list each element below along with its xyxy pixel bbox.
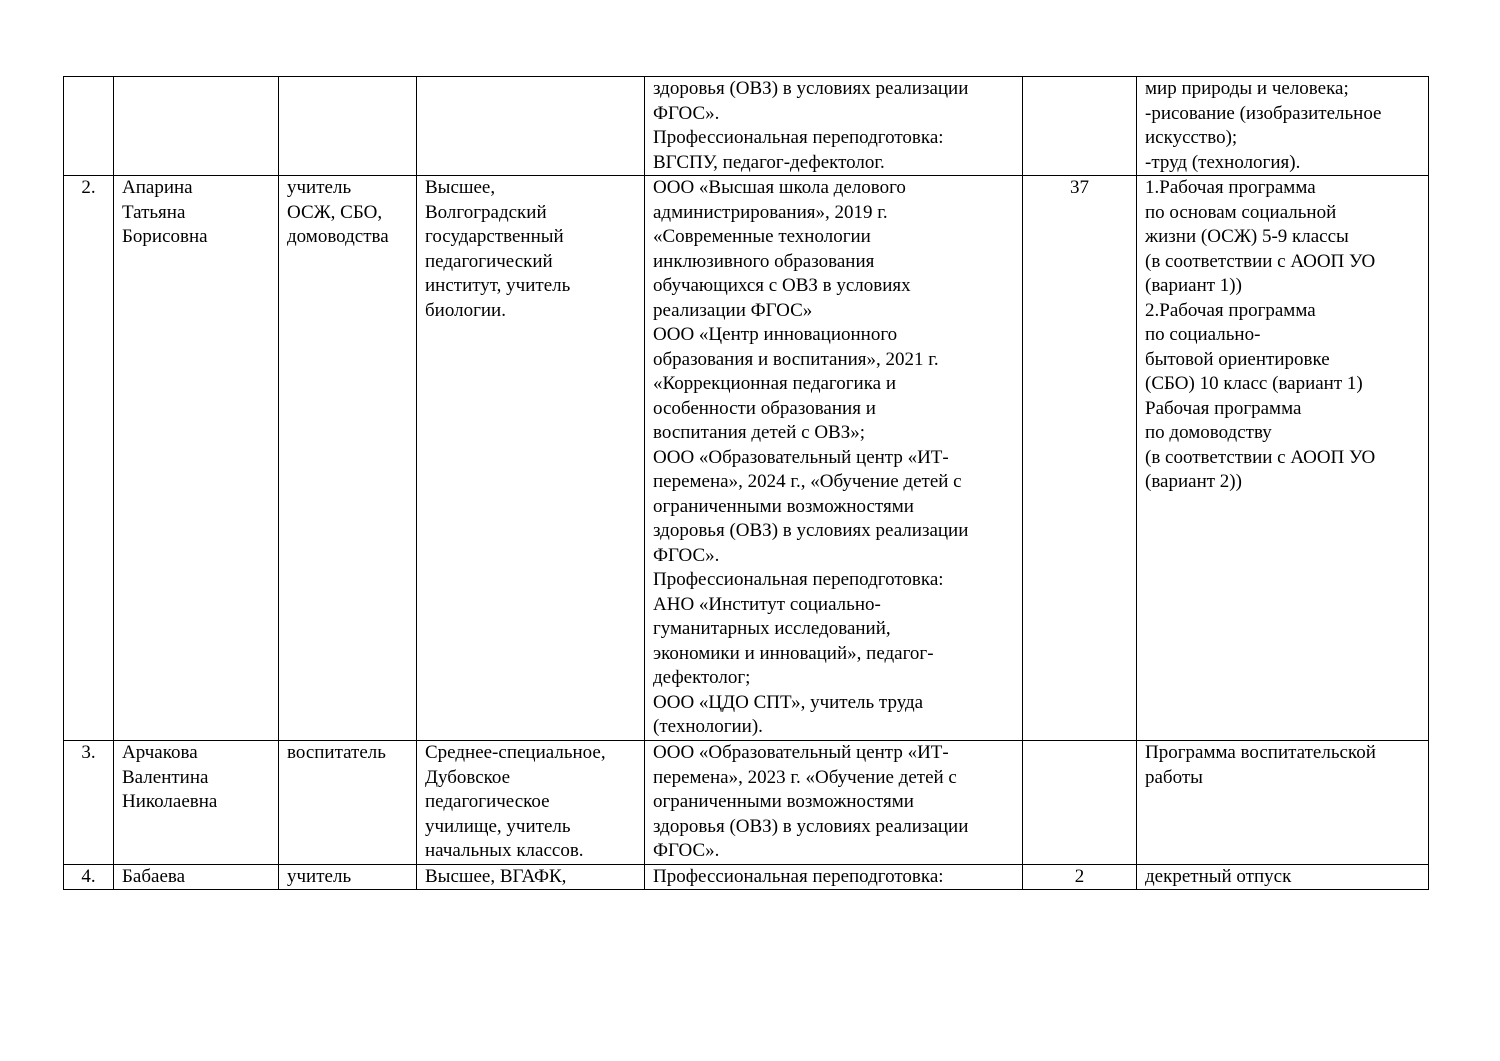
staff-table <box>63 76 1429 890</box>
row-number-cell: 2. <box>64 176 114 741</box>
training-cell: ООО «Высшая школа делового администрирования», 2019 г. «Современные технологии инклюзивного образования обучающихся с ОВЗ в условиях реализации ФГОС» ООО «Центр инновационного образования и воспитания», 2021 г. «Коррекционная педагогика и особенности образования и воспитания детей с ОВЗ»; ООО «Образовательный центр «ИТ- перемена», 2024 г., «Обучение детей с ограниченными возможностями здоровья (ОВЗ) в условиях реализации ФГОС». Профессиональная переподготовка: АНО «Институт социально- гуманитарных исследований, экономики и инноваций», педагог- дефектолог; ООО «ЦДО СПТ», учитель труда (технологии). <box>645 176 1023 741</box>
table-row <box>64 77 1429 176</box>
education-cell: Высшее, Волгоградский государственный педагогический институт, учитель биологии. <box>417 176 645 741</box>
position-cell <box>279 77 417 176</box>
hours-cell <box>1023 77 1137 176</box>
education-cell: Высшее, ВГАФК, <box>417 864 645 890</box>
row-number-cell: 3. <box>64 741 114 865</box>
training-cell: Профессиональная переподготовка: <box>645 864 1023 890</box>
hours-cell: 2 <box>1023 864 1137 890</box>
programs-cell: декретный отпуск <box>1137 864 1429 890</box>
position-cell: учитель ОСЖ, СБО, домоводства <box>279 176 417 741</box>
education-cell: Среднее-специальное, Дубовское педагогическое училище, учитель начальных классов. <box>417 741 645 865</box>
programs-cell: 1.Рабочая программа по основам социальной жизни (ОСЖ) 5-9 классы (в соответствии с АООП УО (вариант 1)) 2.Рабочая программа по социально- бытовой ориентировке (СБО) 10 класс (вариант 1) Рабочая программа по домоводству (в соответствии с АООП УО (вариант 2)) <box>1137 176 1429 741</box>
training-cell: здоровья (ОВЗ) в условиях реализации ФГОС». Профессиональная переподготовка: ВГСПУ, педагог-дефектолог. <box>645 77 1023 176</box>
teacher-name-cell: Апарина Татьяна Борисовна <box>114 176 279 741</box>
position-cell: воспитатель <box>279 741 417 865</box>
teacher-name-cell <box>114 77 279 176</box>
training-cell: ООО «Образовательный центр «ИТ- перемена», 2023 г. «Обучение детей с ограниченными возможностями здоровья (ОВЗ) в условиях реализации ФГОС». <box>645 741 1023 865</box>
position-cell: учитель <box>279 864 417 890</box>
table-row <box>64 741 1429 865</box>
programs-cell: мир природы и человека; -рисование (изобразительное искусство); -труд (технология). <box>1137 77 1429 176</box>
teacher-name-cell: Арчакова Валентина Николаевна <box>114 741 279 865</box>
programs-cell: Программа воспитательской работы <box>1137 741 1429 865</box>
hours-cell: 37 <box>1023 176 1137 741</box>
table-row <box>64 176 1429 741</box>
education-cell <box>417 77 645 176</box>
teacher-name-cell: Бабаева <box>114 864 279 890</box>
table-row <box>64 864 1429 890</box>
row-number-cell: 4. <box>64 864 114 890</box>
row-number-cell <box>64 77 114 176</box>
hours-cell <box>1023 741 1137 865</box>
